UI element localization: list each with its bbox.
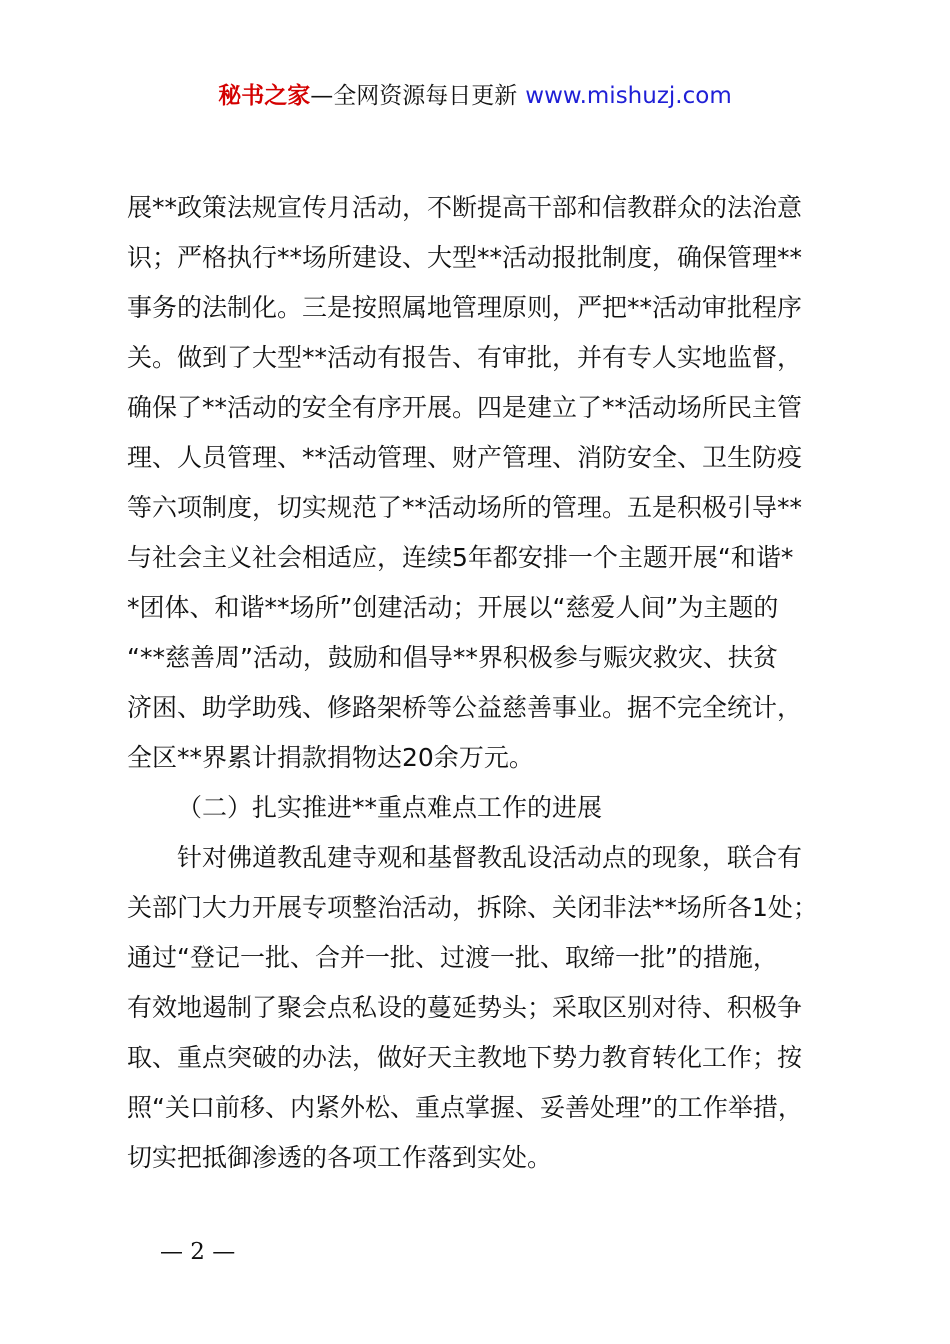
paragraph-line: “**慈善周”活动，鼓励和倡导**界积极参与赈灾救灾、扶贫	[127, 643, 778, 672]
paragraph-line: 与社会主义社会相适应，连续5年都安排一个主题开展“和谐*	[127, 543, 794, 572]
document-body	[127, 183, 832, 1183]
paragraph-line: 取、重点突破的办法，做好天主教地下势力教育转化工作；按	[127, 1043, 803, 1072]
paragraph-line: *团体、和谐**场所”创建活动；开展以“慈爱人间”为主题的	[127, 593, 779, 622]
paragraph-line: 展**政策法规宣传月活动，不断提高干部和信教群众的法治意	[127, 193, 803, 222]
paragraph-line: 关部门大力开展专项整治活动，拆除、关闭非法**场所各1处；	[127, 893, 818, 922]
site-slogan: 全网资源每日更新	[333, 83, 518, 109]
paragraph-line: 全区**界累计捐款捐物达20余万元。	[127, 743, 534, 772]
paragraph-line: 关。做到了大型**活动有报告、有审批，并有专人实地监督，	[127, 343, 803, 372]
paragraph-line: 济困、助学助残、修路架桥等公益慈善事业。据不完全统计，	[127, 693, 803, 722]
header-dash: —	[310, 83, 334, 109]
paragraph-line: 照“关口前移、内紧外松、重点掌握、妥善处理”的工作举措，	[127, 1093, 803, 1122]
site-header	[0, 80, 950, 112]
paragraph-line: 针对佛道教乱建寺观和基督教乱设活动点的现象，联合有	[177, 843, 803, 872]
paragraph-line: 通过“登记一批、合并一批、过渡一批、取缔一批”的措施，	[127, 943, 778, 972]
paragraph-line: 等六项制度，切实规范了**活动场所的管理。五是积极引导**	[127, 493, 803, 522]
site-url-link[interactable]: www.mishuzj.com	[525, 83, 732, 109]
section-heading: （二）扎实推进**重点难点工作的进展	[177, 793, 603, 822]
paragraph-line: 识；严格执行**场所建设、大型**活动报批制度，确保管理**	[127, 243, 803, 272]
site-brand: 秘书之家	[218, 83, 311, 109]
paragraph-line: 理、人员管理、**活动管理、财产管理、消防安全、卫生防疫	[127, 443, 803, 472]
page-number: — 2 —	[160, 1239, 236, 1265]
paragraph-line: 事务的法制化。三是按照属地管理原则，严把**活动审批程序	[127, 293, 803, 322]
paragraph-line: 确保了**活动的安全有序开展。四是建立了**活动场所民主管	[127, 393, 803, 422]
paragraph-line: 切实把抵御渗透的各项工作落到实处。	[127, 1143, 553, 1172]
paragraph-line: 有效地遏制了聚会点私设的蔓延势头；采取区别对待、积极争	[127, 993, 803, 1022]
